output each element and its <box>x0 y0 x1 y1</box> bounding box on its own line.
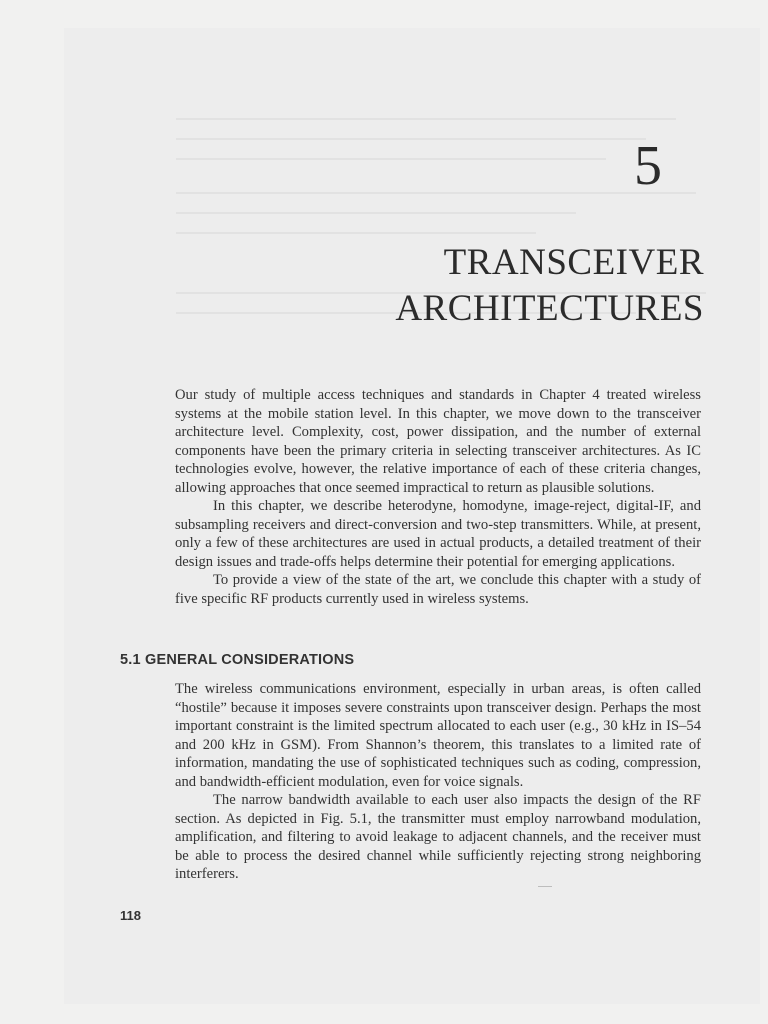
paragraph: In this chapter, we describe heterodyne, homodyne, image-reject, digital-IF, and subsampling receivers and direct-conversion and two-step transmitters. While, at present, only a few of these architectures are used in actual products, a detailed treatment of their design issues and trade-offs helps determine their potential for emerging applications. <box>175 498 701 570</box>
chapter-title-line: TRANSCEIVER <box>443 242 704 283</box>
section-body <box>175 680 701 884</box>
paragraph: The wireless communications environment, especially in urban areas, is often called “hostile” because it imposes severe constraints upon transceiver design. Perhaps the most important constraint is the limited spectrum allocated to each user (e.g., 30 kHz in IS–54 and 200 kHz in GSM). From Shannon’s theorem, this translates to a limited rate of information, mandating the use of sophisticated techniques such as coding, compression, and bandwidth-efficient modulation, even for voice signals. <box>175 681 701 790</box>
chapter-title-line: ARCHITECTURES <box>395 288 704 329</box>
paragraph: To provide a view of the state of the art, we conclude this chapter with a study of five specific RF products currently used in wireless systems. <box>175 572 701 607</box>
page-number: 118 <box>120 908 141 923</box>
chapter-intro <box>175 386 701 608</box>
paragraph: Our study of multiple access techniques and standards in Chapter 4 treated wireless systems at the mobile station level. In this chapter, we move down to the transceiver architecture level. Complexity, cost, power dissipation, and the number of external components have been the primary criteria in selecting transceiver architectures. As IC technologies evolve, however, the relative importance of each of these criteria changes, allowing approaches that once seemed impractical to return as plausible solutions. <box>175 387 701 496</box>
paragraph: The narrow bandwidth available to each user also impacts the design of the RF section. As depicted in Fig. 5.1, the transmitter must employ narrowband modulation, amplification, and filtering to avoid leakage to adjacent channels, and the receiver must be able to process the desired channel while sufficiently rejecting strong neighboring interferers. <box>175 792 701 882</box>
chapter-number: 5 <box>634 135 662 197</box>
section-heading: 5.1 GENERAL CONSIDERATIONS <box>120 652 355 668</box>
scan-mark <box>538 886 552 887</box>
chapter-title <box>395 240 704 332</box>
